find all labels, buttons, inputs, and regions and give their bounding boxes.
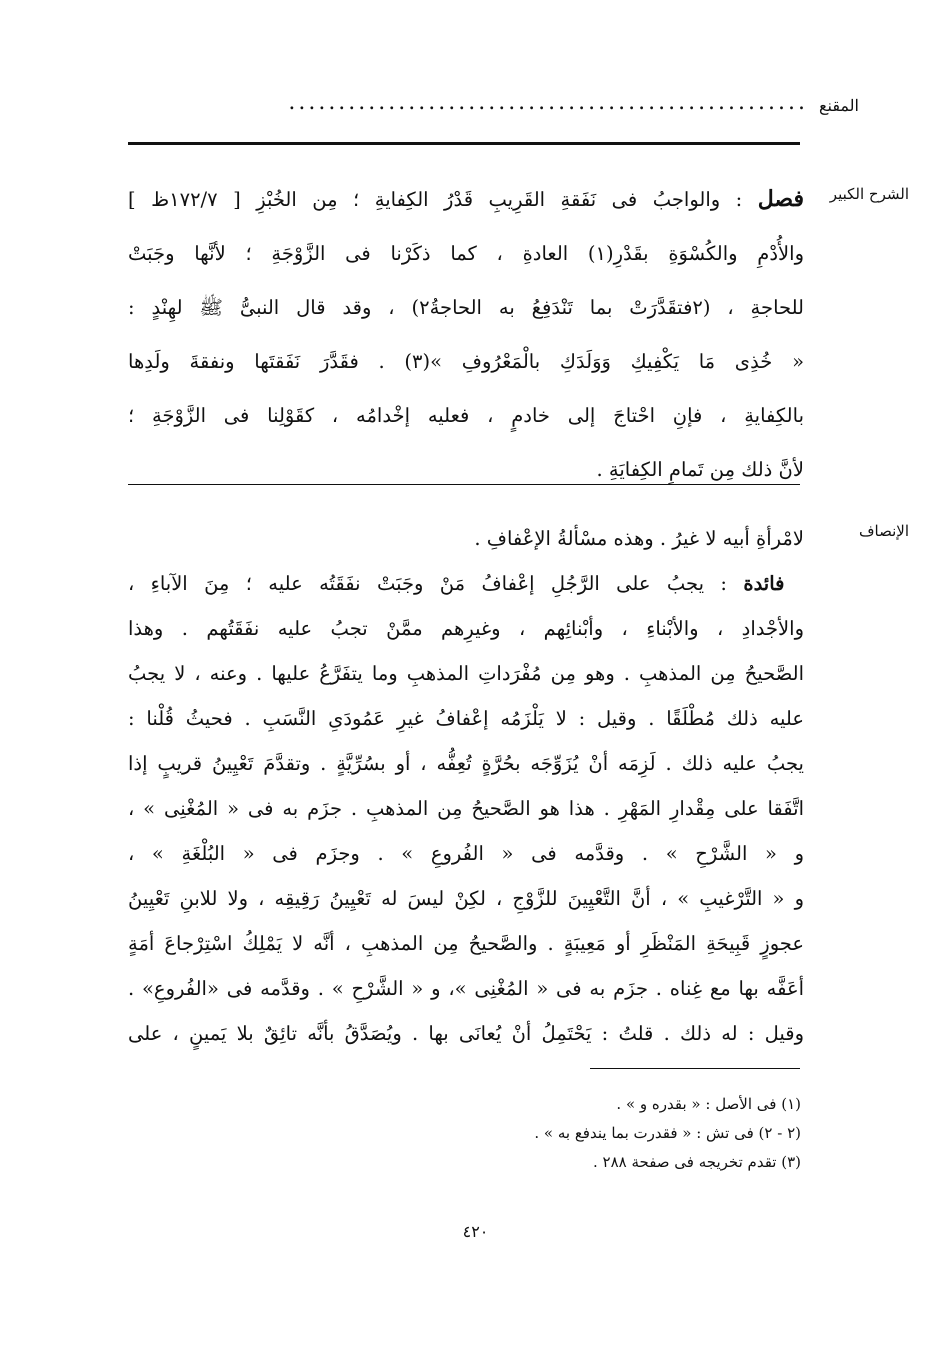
insaf-line-8: و « التَّرْغيبِ » ، أنَّ التَّعْيِينَ للزَّوْجِ ، لكِنْ ليسَ له تَعْيِينُ رَقِيقِه ، ولا للابنِ تَعْيِينُ: [128, 887, 804, 910]
insaf-line-1: فائدة : يجبُ على الرَّجُلِ إعْفافُ مَنْ وجَبَتْ نفَقَتُه عليه ؛ مِنَ الآباءِ ،: [128, 572, 785, 595]
sharh-line-6: لأنَّ ذلك مِن تَمامِ الكِفايَةِ .: [596, 458, 804, 481]
insaf-lead-word: فائدة: [743, 572, 785, 595]
insaf-text-block: [128, 516, 804, 1056]
footnote-2: (٢ - ٢) فى تش : « فقدرت بما يندفع به » .: [534, 1124, 801, 1142]
section-label-insaf: الإنصاف: [858, 522, 909, 540]
page-number: ٤٢٠: [462, 1222, 489, 1241]
insaf-line-5: يجبُ عليه ذلك . لَزِمَه أنْ يُزَوِّجَه بحُرَّةٍ تُعِفُّه ، أو بسُرِّيَّةٍ . وتقدَّمَ تَعْيِينُ قريبٍ إذا: [128, 752, 804, 775]
section-label-sharh: الشرح الكبير: [829, 185, 909, 203]
insaf-line-0: لامْرأةِ أبيه لا غيرُ . وهذه مسْألةُ الإعْفافِ .: [474, 527, 804, 550]
insaf-line-10: أعَفَّه بها مع غِناه . جزَم به فى « المُغْنِى »، و « الشَّرْحِ » . وقدَّمه فى «الفُروعِ» .: [128, 977, 804, 1000]
sharh-line-5: بالكِفايةِ ، فإنِ احْتاجَ إلى خادمٍ ، فعليه إخْدامُه ، كقَوْلِنا فى الزَّوْجَةِ ؛: [128, 404, 804, 427]
footnote-3: (٣) تقدم تخريجه فى صفحة ٢٨٨ .: [592, 1153, 801, 1171]
running-header-title: المقنع: [818, 96, 859, 115]
footnote-rule: [590, 1068, 800, 1069]
insaf-line-2: والأجْدادِ ، والأبْناءِ ، وأبْنائِهم ، وغيرِهم ممَّنْ تجبُ عليه نفَقَتُهم . وهذا: [128, 617, 804, 640]
insaf-line-11: وقيل : له ذلك . قلتُ : يَحْتَمِلُ أنْ يُعانَى بها . ويُصَدَّقُ بأنَّه تائِقٌ بلا يَمينٍ ، على: [128, 1022, 804, 1045]
sharh-line-1: فصل : والواجبُ فى نَفَقةِ القَرِيبِ قَدْرُ الكِفايةِ ؛ مِن الخُبْزِ [ ١٧٢/٧ظ ]: [128, 186, 804, 212]
sharh-lead-word: فصل: [757, 186, 804, 212]
section-divider: [128, 484, 800, 485]
sharh-line-3: للحاجةِ ، (٢فتقَدَّرَتْ بما تَنْدَفِعُ به الحاجةُ٢) ، وقد قال النبىُّ ﷺ لهِنْدٍ :: [128, 296, 804, 319]
footnote-1: (١) فى الأصل : « بقدره و » .: [616, 1095, 801, 1113]
insaf-line-3: الصَّحيحُ مِن المذهبِ . وهو مِن مُفْرَداتِ المذهبِ وما يتفَرَّعُ عليها . وعنه ، لا يجبُ: [128, 662, 804, 685]
insaf-line-7: و « الشَّرْحِ » . وقدَّمه فى « الفُروعِ » . وجزَم فى « البُلْغَةِ » ،: [128, 842, 804, 865]
sharh-text-block: [128, 172, 804, 497]
sharh-line-2: والأُدْمِ والكُسْوَةِ بقَدْرِ(١) العادةِ ، كما ذكَرْنا فى الزَّوْجَةِ ؛ لأنَّها وجَبَتْ: [128, 242, 804, 265]
footnotes: [201, 1090, 801, 1177]
insaf-line-9: عجوزٍ قَبِيحَةِ المَنْظَرِ أو مَعِيبَةٍ . والصَّحيحُ مِن المذهبِ ، أنَّه لا يَمْلِكُ اسْتِرْجاعَ أمَةٍ: [128, 932, 804, 955]
insaf-line-4: عليه ذلك مُطْلَقًا . وقيل : لا يَلْزَمُه إعْفافُ غيرِ عَمُودَىِ النَّسَبِ . فحيثُ قُلْنا :: [128, 707, 804, 730]
header-dotted-leader: ....................................................: [288, 96, 808, 115]
sharh-line-4: « خُذِى مَا يَكْفِيكِ وَوَلَدَكِ بالْمَعْرُوفِ »(٣) . فقَدَّرَ نَفَقتَها ونفقةَ ولَدِها: [128, 350, 804, 373]
header-rule: [128, 142, 800, 145]
insaf-line-6: اتَّفَقا على مِقْدارِ المَهْرِ . هذا هو الصَّحيحُ مِن المذهبِ . جزَم به فى « المُغْنِى » ،: [128, 797, 804, 820]
